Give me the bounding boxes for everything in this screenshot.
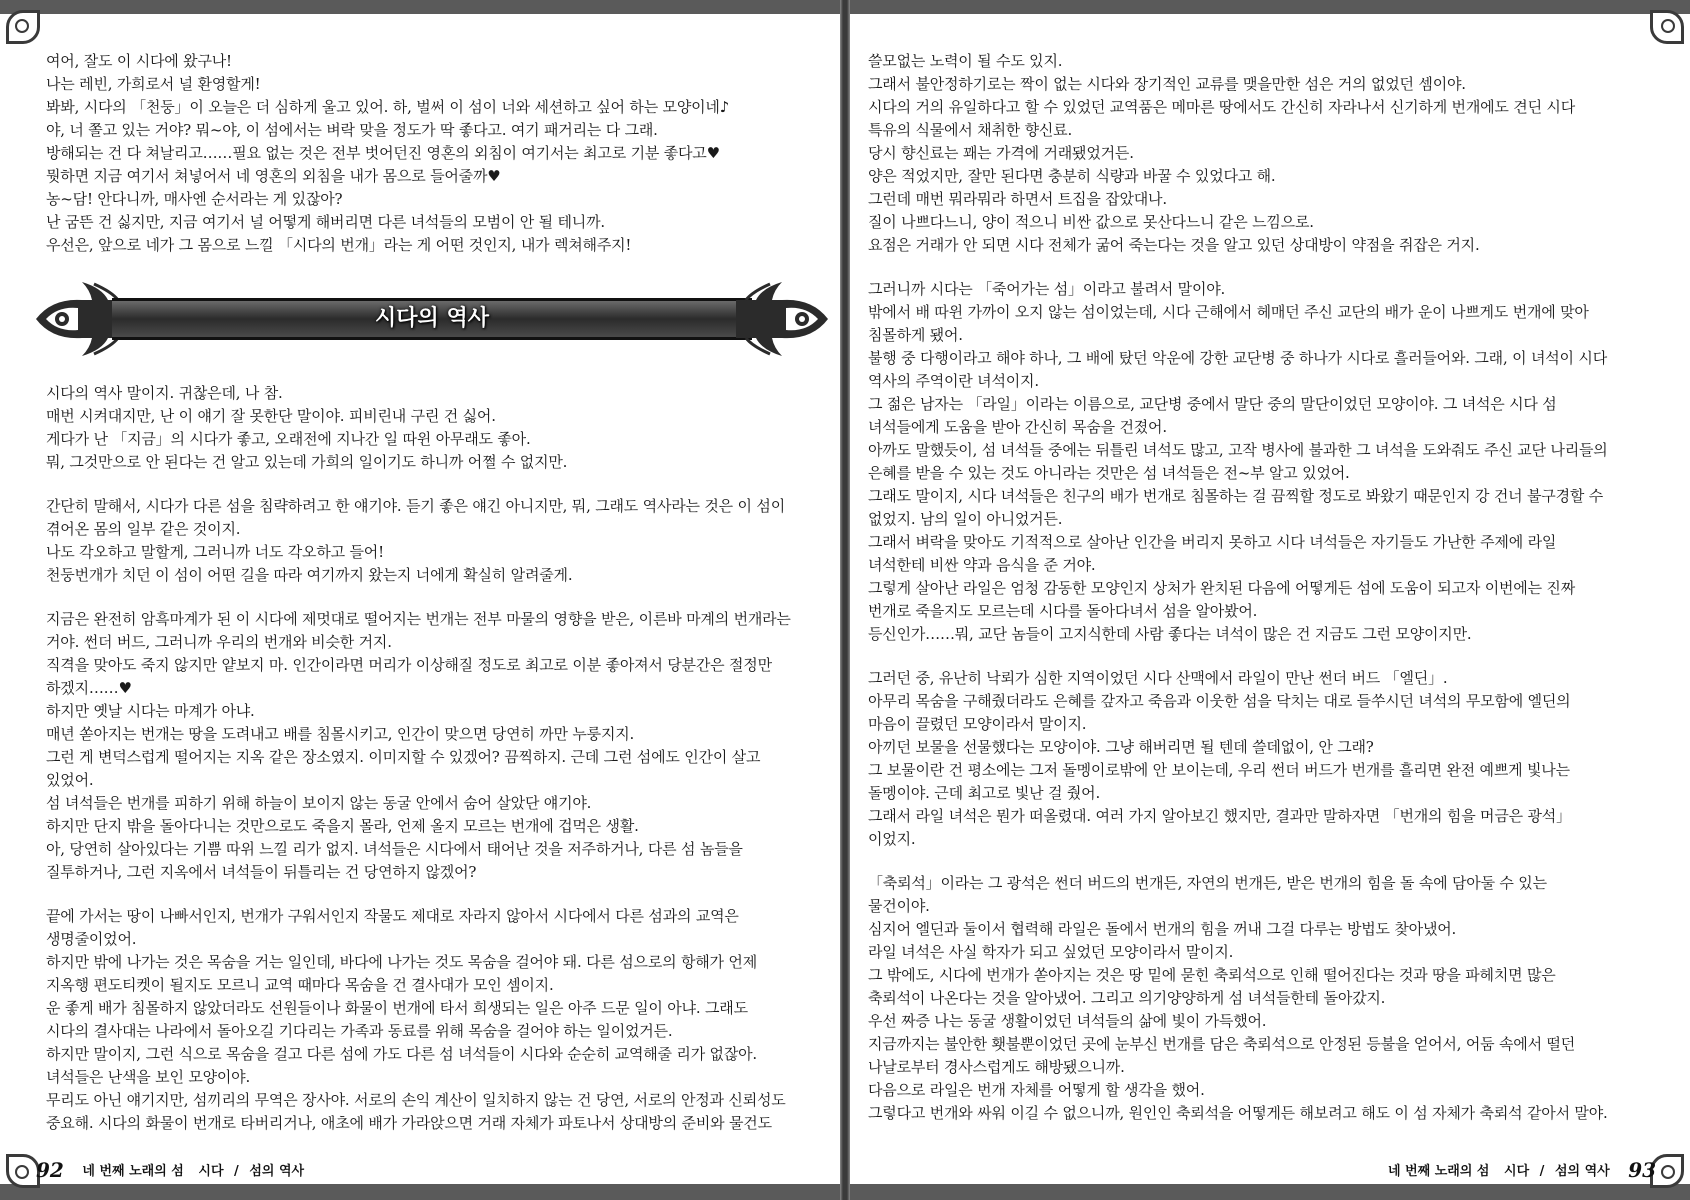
footer-chapter: 네 번째 노래의 섬 — [1388, 1164, 1490, 1179]
text-line: 겪어온 몸의 일부 같은 것이지. — [46, 520, 241, 538]
text-line: 생명줄이었어. — [46, 930, 137, 948]
text-line: 간단히 말해서, 시다가 다른 섬을 침략하려고 한 얘기야. 듣기 좋은 얘긴 아니지만, 뭐, 그래도 역사라는 것은 이 섬이 — [46, 497, 785, 515]
text-line: 역사의 주역이란 녀석이지. — [868, 372, 1039, 390]
text-line: 하지만 밖에 나가는 것은 목숨을 거는 일인데, 바다에 나가는 것도 목숨을 걸어야 돼. 다른 섬으로의 항해가 언제 — [46, 953, 757, 971]
page-number: 92 — [36, 1158, 64, 1182]
text-line: 난 굼뜬 건 싫지만, 지금 여기서 널 어떻게 해버리면 다른 녀석들의 모범이 안 될 테니까. — [46, 213, 605, 231]
book-spine — [840, 0, 850, 1200]
body-paragraph — [868, 667, 1658, 851]
text-line: 거야. 썬더 버드, 그러니까 우리의 번개와 비슷한 거지. — [46, 633, 392, 651]
text-line: 하지만 단지 밖을 돌아다니는 것만으로도 죽을지 몰라, 언제 올지 모르는 번개에 겁먹은 생활. — [46, 817, 639, 835]
text-line: 그래서 벼락을 맞아도 기적적으로 살아난 인간을 버리지 못하고 시다 녀석들은 자기들도 가난한 주제에 라일 — [868, 533, 1557, 551]
text-line: 방해되는 건 다 쳐날리고……필요 없는 것은 전부 벗어던진 영혼의 외침이 여기서는 최고로 기분 좋다고♥ — [46, 144, 720, 162]
body-paragraph — [46, 608, 826, 884]
text-line: 그런데 매번 뭐라뭐라 하면서 트집을 잡았대나. — [868, 190, 1167, 208]
corner-ornament-icon — [1650, 10, 1684, 44]
text-line: 요점은 거래가 안 되면 시다 전체가 굶어 죽는다는 것을 알고 있던 상대방이 약점을 쥐잡은 거지. — [868, 236, 1480, 254]
text-line: 밖에서 배 따윈 가까이 오지 않는 섬이었는데, 시다 근해에서 헤매던 주신 교단의 배가 운이 나쁘게도 번개에 맞아 — [868, 303, 1589, 321]
text-line: 그러니까 시다는 「죽어가는 섬」이라고 불려서 말이야. — [868, 280, 1226, 298]
text-line: 녀석한테 비싼 약과 음식을 준 거야. — [868, 556, 1096, 574]
text-line: 그러던 중, 유난히 낙뢰가 심한 지역이었던 시다 산맥에서 라일이 만난 썬더 버드 「엘딘」. — [868, 669, 1448, 687]
text-line: 하지만 옛날 시다는 마계가 아냐. — [46, 702, 255, 720]
scroll-ornament-icon — [736, 278, 832, 360]
text-line: 심지어 엘딘과 둘이서 협력해 라일은 돌에서 번개의 힘을 꺼내 그걸 다루는 방법도 찾아냈어. — [868, 920, 1457, 938]
text-line: 있었어. — [46, 771, 94, 789]
body-paragraph — [46, 495, 826, 587]
text-line: 지옥행 편도티켓이 될지도 모르니 교역 때마다 목숨을 건 결사대가 모인 셈이지. — [46, 976, 554, 994]
intro-paragraph — [46, 50, 826, 257]
footer-chapter: 네 번째 노래의 섬 — [82, 1164, 184, 1179]
text-line: 그래도 말이지, 시다 녀석들은 친구의 배가 번개로 침몰하는 걸 끔찍할 정도로 봐왔기 때문인지 강 건너 불구경할 수 — [868, 487, 1604, 505]
text-line: 그 젊은 남자는 「라일」이라는 이름으로, 교단병 중에서 말단 중의 말단이었던 모양이야. 그 녀석은 시다 섬 — [868, 395, 1557, 413]
text-line: 농~담! 안다니까, 매사엔 순서라는 게 있잖아? — [46, 190, 343, 208]
text-line: 쓸모없는 노력이 될 수도 있지. — [868, 52, 1063, 70]
text-line: 질투하거나, 그런 지옥에서 녀석들이 뒤틀리는 건 당연하지 않겠어? — [46, 863, 477, 881]
text-line: 당시 향신료는 꽤는 가격에 거래됐었거든. — [868, 144, 1134, 162]
text-line: 운 좋게 배가 침몰하지 않았더라도 선원들이나 화물이 번개에 타서 희생되는 일은 아주 드문 일이 아냐. 그래도 — [46, 999, 748, 1017]
left-page-footer — [36, 1158, 304, 1182]
text-line: 그래서 불안정하기로는 짝이 없는 시다와 장기적인 교류를 맺을만한 섬은 거의 없었던 셈이야. — [868, 75, 1466, 93]
text-line: 그런 게 변덕스럽게 떨어지는 지옥 같은 장소였지. 이미지할 수 있겠어? 끔찍하지. 근데 그런 섬에도 인간이 살고 — [46, 748, 761, 766]
text-line: 라일 녀석은 사실 학자가 되고 싶었던 모양이라서 말이지. — [868, 943, 1234, 961]
footer-island: 시다 — [198, 1164, 224, 1179]
text-line: 다음으로 라일은 번개 자체를 어떻게 할 생각을 했어. — [868, 1081, 1205, 1099]
text-line: 봐봐, 시다의 「천둥」이 오늘은 더 심하게 울고 있어. 하, 벌써 이 섬이 너와 세션하고 싶어 하는 모양이네♪ — [46, 98, 730, 116]
text-line: 나날로부터 경사스럽게도 해방됐으니까. — [868, 1058, 1125, 1076]
text-line: 여어, 잘도 이 시다에 왔구나! — [46, 52, 232, 70]
text-line: 직격을 맞아도 죽지 않지만 얕보지 마. 인간이라면 머리가 이상해질 정도로 최고로 이분 좋아져서 당분간은 절정만 — [46, 656, 772, 674]
text-line: 아, 당연히 살아있다는 기쁨 따위 느낄 리가 없지. 녀석들은 시다에서 태어난 것을 저주하거나, 다른 섬 놈들을 — [46, 840, 743, 858]
text-line: 번개로 죽을지도 모르는데 시다를 돌아다녀서 섬을 알아봤어. — [868, 602, 1258, 620]
body-paragraph — [868, 872, 1658, 1125]
text-line: 그 밖에도, 시다에 번개가 쏟아지는 것은 땅 밑에 묻힌 축뢰석으로 인해 떨어진다는 것과 땅을 파헤치면 많은 — [868, 966, 1556, 984]
text-line: 아끼던 보물을 선물했다는 모양이야. 그냥 해버리면 될 텐데 쓸데없이, 안 그래? — [868, 738, 1374, 756]
text-line: 그래서 라일 녀석은 뭔가 떠올렸대. 여러 가지 알아보긴 했지만, 결과만 말하자면 「번개의 힘을 머금은 광석」 — [868, 807, 1571, 825]
text-line: 뭣하면 지금 여기서 쳐넣어서 네 영혼의 외침을 내가 몸으로 들어줄까♥ — [46, 167, 501, 185]
body-paragraph — [868, 278, 1658, 646]
text-line: 하겠지……♥ — [46, 679, 132, 697]
section-title: 시다의 역사 — [375, 306, 489, 331]
footer-separator: / — [1539, 1164, 1545, 1179]
text-line: 축뢰석이 나온다는 것을 알아냈어. 그리고 의기양양하게 섬 녀석들한테 돌아갔지. — [868, 989, 1386, 1007]
footer-separator: / — [234, 1164, 239, 1179]
footer-island: 시다 — [1504, 1164, 1530, 1179]
page-number: 93 — [1628, 1158, 1657, 1182]
corner-ornament-icon — [6, 10, 40, 44]
text-line: 질이 나쁘다느니, 양이 적으니 비싼 값으로 못산다느니 같은 느낌으로. — [868, 213, 1314, 231]
text-line: 은혜를 받을 수 있는 것도 아니라는 것만은 섬 녀석들은 전~부 알고 있었어. — [868, 464, 1350, 482]
text-line: 게다가 난 「지금」의 시다가 좋고, 오래전에 지나간 일 따윈 아무래도 좋아. — [46, 430, 531, 448]
text-line: 침몰하게 됐어. — [868, 326, 963, 344]
text-line: 중요해. 시다의 화물이 번개로 타버리거나, 애초에 배가 가라앉으면 거래 자체가 파토나서 상대방의 준비와 물건도 — [46, 1114, 772, 1132]
text-line: 하지만 말이지, 그런 식으로 목숨을 걸고 다른 섬에 가도 다른 섬 녀석들이 시다와 순순히 교역해줄 리가 없잖아. — [46, 1045, 757, 1063]
body-paragraph — [46, 382, 826, 474]
right-page-footer — [1388, 1158, 1656, 1182]
text-line: 무리도 아닌 얘기지만, 섬끼리의 무역은 장사야. 서로의 손익 계산이 일치하지 않는 건 당연, 서로의 안정과 신뢰성도 — [46, 1091, 786, 1109]
text-line: 그렇다고 번개와 싸워 이길 수 없으니까, 원인인 축뢰석을 어떻게든 해보려고 해도 이 섬 자체가 축뢰석 같아서 말야. — [868, 1104, 1608, 1122]
text-line: 시다의 역사 말이지. 귀찮은데, 나 참. — [46, 384, 283, 402]
text-line: 그 보물이란 건 평소에는 그저 돌멩이로밖에 안 보이는데, 우리 썬더 버드가 번개를 흘리면 완전 예쁘게 빛나는 — [868, 761, 1570, 779]
text-line: 물건이야. — [868, 897, 930, 915]
right-page — [868, 50, 1658, 1146]
text-line: 「축뢰석」이라는 그 광석은 썬더 버드의 번개든, 자연의 번개든, 받은 번개의 힘을 돌 속에 담아둘 수 있는 — [868, 874, 1547, 892]
text-line: 녀석들에게 도움을 받아 간신히 목숨을 건졌어. — [868, 418, 1167, 436]
text-line: 끝에 가서는 땅이 나빠서인지, 번개가 구워서인지 작물도 제대로 자라지 않아서 시다에서 다른 섬과의 교역은 — [46, 907, 739, 925]
text-line: 없었지. 남의 일이 아니었거든. — [868, 510, 1063, 528]
text-line: 천둥번개가 치던 이 섬이 어떤 길을 따라 여기까지 왔는지 너에게 확실히 알려줄게. — [46, 566, 573, 584]
text-line: 마음이 끌렸던 모양이라서 말이지. — [868, 715, 1087, 733]
text-line: 우선 짜증 나는 동굴 생활이었던 녀석들의 삶에 빛이 가득했어. — [868, 1012, 1267, 1030]
left-page — [46, 50, 826, 1156]
text-line: 지금까지는 불안한 횃불뿐이었던 곳에 눈부신 번개를 담은 축뢰석으로 안정된 등불을 얻어서, 어둠 속에서 떨던 — [868, 1035, 1576, 1053]
text-line: 양은 적었지만, 잘만 된다면 충분히 식량과 바꿀 수 있었다고 해. — [868, 167, 1276, 185]
section-banner — [32, 278, 832, 360]
text-line: 나는 레빈, 가희로서 널 환영할게! — [46, 75, 261, 93]
text-line: 섬 녀석들은 번개를 피하기 위해 하늘이 보이지 않는 동굴 안에서 숨어 살았단 얘기야. — [46, 794, 592, 812]
text-line: 야, 너 쫄고 있는 거야? 뭐~야, 이 섬에서는 벼락 맞을 정도가 딱 좋다고. 여기 패거리는 다 그래. — [46, 121, 658, 139]
text-line: 아까도 말했듯이, 섬 녀석들 중에는 뒤틀린 녀석도 많고, 고작 병사에 불과한 그 녀석을 도와줘도 주신 교단 나리들의 — [868, 441, 1608, 459]
text-line: 불행 중 다행이라고 해야 하나, 그 배에 탔던 악운에 강한 교단병 중 하나가 시다로 흘러들어와. 그래, 이 녀석이 시다 — [868, 349, 1607, 367]
text-line: 매년 쏟아지는 번개는 땅을 도려내고 배를 침몰시키고, 인간이 맞으면 당연히 까만 누룽지지. — [46, 725, 635, 743]
corner-ornament-icon — [6, 1154, 40, 1188]
text-line: 특유의 식물에서 채취한 향신료. — [868, 121, 1073, 139]
text-line: 아무리 목숨을 구해줬더라도 은혜를 갚자고 죽음과 이웃한 섬을 닥치는 대로 들쑤시던 녀석의 무모함에 엘딘의 — [868, 692, 1571, 710]
footer-section: 섬의 역사 — [1554, 1164, 1610, 1179]
text-line: 시다의 거의 유일하다고 할 수 있었던 교역품은 메마른 땅에서도 간신히 자라나서 신기하게 번개에도 견딘 시다 — [868, 98, 1576, 116]
body-paragraph — [46, 905, 826, 1135]
body-paragraph — [868, 50, 1658, 257]
text-line: 뭐, 그것만으로 안 된다는 건 알고 있는데 가희의 일이기도 하니까 어쩔 수 없지만. — [46, 453, 568, 471]
footer-section: 섬의 역사 — [249, 1164, 305, 1179]
text-line: 돌멩이야. 근데 최고로 빛난 걸 줬어. — [868, 784, 1101, 802]
text-line: 나도 각오하고 말할게, 그러니까 너도 각오하고 들어! — [46, 543, 384, 561]
text-line: 매번 시켜대지만, 난 이 얘기 잘 못한단 말이야. 피비린내 구린 건 싫어. — [46, 407, 496, 425]
text-line: 이었지. — [868, 830, 916, 848]
text-line: 그렇게 살아난 라일은 엄청 감동한 모양인지 상처가 완치된 다음에 어떻게든 섬에 도움이 되고자 이번에는 진짜 — [868, 579, 1576, 597]
text-line: 시다의 결사대는 나라에서 돌아오길 기다리는 가족과 동료를 위해 목숨을 걸어야 하는 일이었거든. — [46, 1022, 673, 1040]
text-line: 지금은 완전히 암흑마계가 된 이 시다에 제멋대로 떨어지는 번개는 전부 마물의 영향을 받은, 이른바 마계의 번개라는 — [46, 610, 791, 628]
text-line: 우선은, 앞으로 네가 그 몸으로 느낄 「시다의 번개」라는 게 어떤 것인지, 내가 렉쳐해주지! — [46, 236, 632, 254]
text-line: 등신인가……뭐, 교단 놈들이 고지식한데 사람 좋다는 녀석이 많은 건 지금도 그런 모양이지만. — [868, 625, 1472, 643]
text-line: 녀석들은 난색을 보인 모양이야. — [46, 1068, 251, 1086]
